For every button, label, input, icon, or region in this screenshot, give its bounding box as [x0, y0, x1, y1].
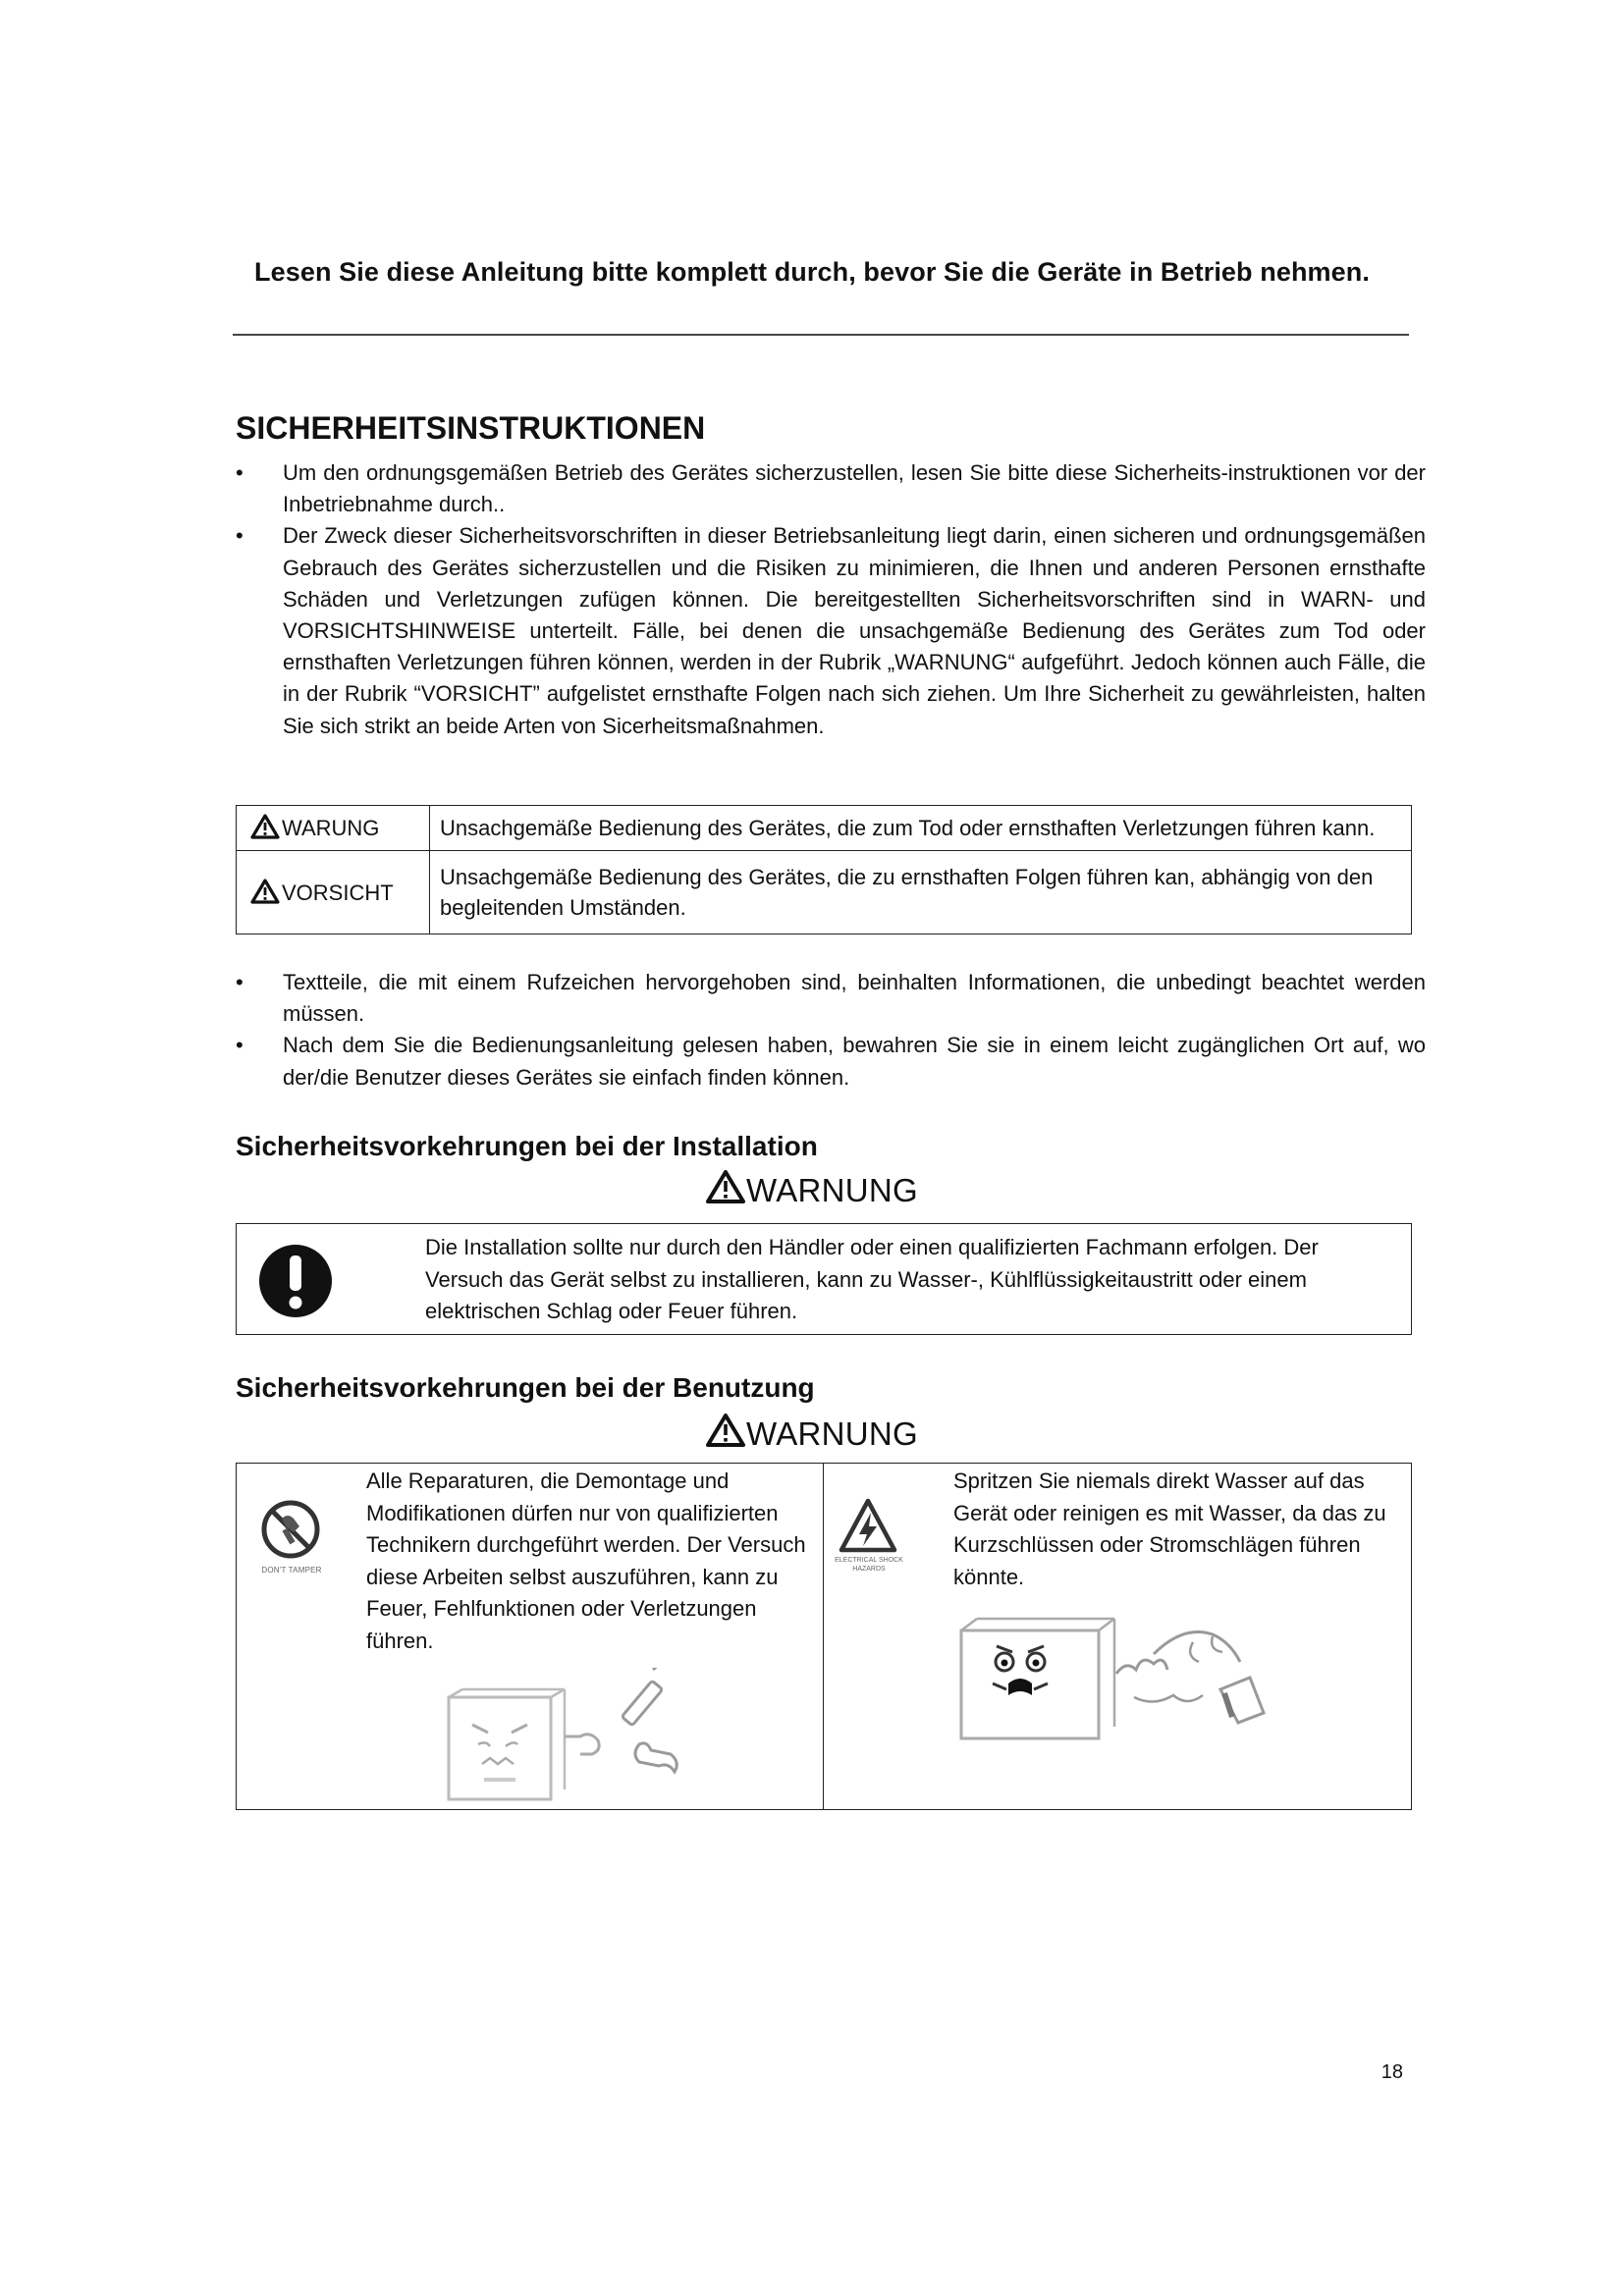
legend-label-cell	[237, 806, 430, 851]
intro-notice: Lesen Sie diese Anleitung bitte komplett durch, bevor Sie die Geräte in Betrieb nehmen.	[254, 257, 1370, 287]
electrical-shock-icon	[838, 1497, 898, 1554]
page-number: 18	[1380, 2061, 1403, 2083]
caution-triangle-icon	[250, 879, 280, 904]
list-item: • Textteile, die mit einem Rufzeichen hervorgehoben sind, beinhalten Informationen, die unbedingt beachtet werden müssen.	[236, 967, 1426, 1030]
legend-label: WARUNG	[282, 816, 380, 841]
exclamation-mandatory-icon	[256, 1242, 335, 1320]
warning-label: WARNUNG	[745, 1415, 919, 1452]
dont-tamper-caption: DON'T TAMPER	[261, 1566, 322, 1575]
horizontal-rule	[233, 334, 1409, 336]
legend-label-cell	[237, 850, 430, 934]
hazard-legend-table	[236, 805, 1412, 934]
installation-text: Die Installation sollte nur durch den Händler oder einen qualifizierten Fachmann erfolgen. Der Versuch das Gerät selbst zu installieren, kann zu Wasser-, Kühlflüssigkeitaustritt oder einem elektrischen Schlag oder Feuer führen.	[425, 1235, 1319, 1323]
usage-title: Sicherheitsvorkehrungen bei der Benutzung	[236, 1372, 815, 1403]
list-item: • Der Zweck dieser Sicherheitsvorschriften in dieser Betriebsanleitung liegt darin, einen sicheren und ordnungsgemäßen Gebrauch des Gerätes sicherzustellen und die Risiken zu minimieren, die Ihnen und anderen Personen ernsthafte Schäden und Verletzungen zufügen können. Die bereitgestellten Sicherheitsvorschriften sind in WARN- und VORSICHTSHINWEISE unterteilt. Fälle, bei denen die unsachgemäße Bedienung des Gerätes zum Tod oder ernsthaften Verletzungen führen können, werden in der Rubrik „WARNUNG“ aufgeführt. Jedoch können auch Fälle, die in der Rubrik “VORSICHT” aufgelistet ernsthafte Folgen nach sich ziehen. Um Ihre Sicherheit zu gewährleisten, halten Sie sich strikt an beide Arten von Sicerheitsmaßnahmen.	[236, 520, 1426, 741]
installation-warning-box	[236, 1223, 1412, 1335]
usage-warning-heading	[0, 1414, 1624, 1453]
warning-label: WARNUNG	[745, 1172, 919, 1208]
bullet-list-bottom	[236, 967, 1426, 1094]
warning-triangle-icon	[250, 814, 280, 839]
section-title: SICHERHEITSINSTRUKTIONEN	[236, 410, 706, 446]
usage-left-text: Alle Reparaturen, die Demontage und Modifikationen dürfen nur von qualifizierten Technikern durchgeführt werden. Der Versuch diese Arbeiten selbst auszuführen, kann zu Feuer, Fehlfunktionen oder Verletzungen führen.	[366, 1468, 806, 1653]
warning-triangle-icon	[706, 1170, 745, 1203]
installation-title: Sicherheitsvorkehrungen bei der Installation	[236, 1131, 818, 1161]
usage-right-text: Spritzen Sie niemals direkt Wasser auf das Gerät oder reinigen es mit Wasser, da das zu Kurzschlüssen oder Stromschlägen führen könnte.	[953, 1468, 1386, 1589]
electrical-shock-caption: ELECTRICAL SHOCK HAZARDS	[835, 1557, 903, 1573]
installation-warning-heading	[0, 1170, 1624, 1209]
usage-warning-box	[236, 1463, 1412, 1810]
list-item: • Um den ordnungsgemäßen Betrieb des Gerätes sicherzustellen, lesen Sie bitte diese Sicherheits-instruktionen vor der Inbetriebnahme durch..	[236, 457, 1426, 520]
legend-label: VORSICHT	[282, 880, 394, 905]
list-item: • Nach dem Sie die Bedienungsanleitung gelesen haben, bewahren Sie sie in einem leicht zugänglichen Ort auf, wo der/die Benutzer dieses Gerätes sie einfach finden können.	[236, 1030, 1426, 1093]
column-divider	[823, 1464, 824, 1809]
legend-text: Unsachgemäße Bedienung des Gerätes, die zum Tod oder ernsthaften Verletzungen führen kann.	[430, 806, 1412, 851]
table-row	[237, 850, 1412, 934]
bullet-list-top	[236, 457, 1426, 742]
table-row	[237, 806, 1412, 851]
unit-water-spray-illustration	[957, 1607, 1281, 1744]
warning-triangle-icon	[706, 1414, 745, 1447]
no-disassembly-icon	[260, 1499, 321, 1560]
unit-with-tools-illustration	[443, 1668, 728, 1805]
legend-text: Unsachgemäße Bedienung des Gerätes, die zu ernsthaften Folgen führen kan, abhängig von den begleitenden Umständen.	[430, 850, 1412, 934]
